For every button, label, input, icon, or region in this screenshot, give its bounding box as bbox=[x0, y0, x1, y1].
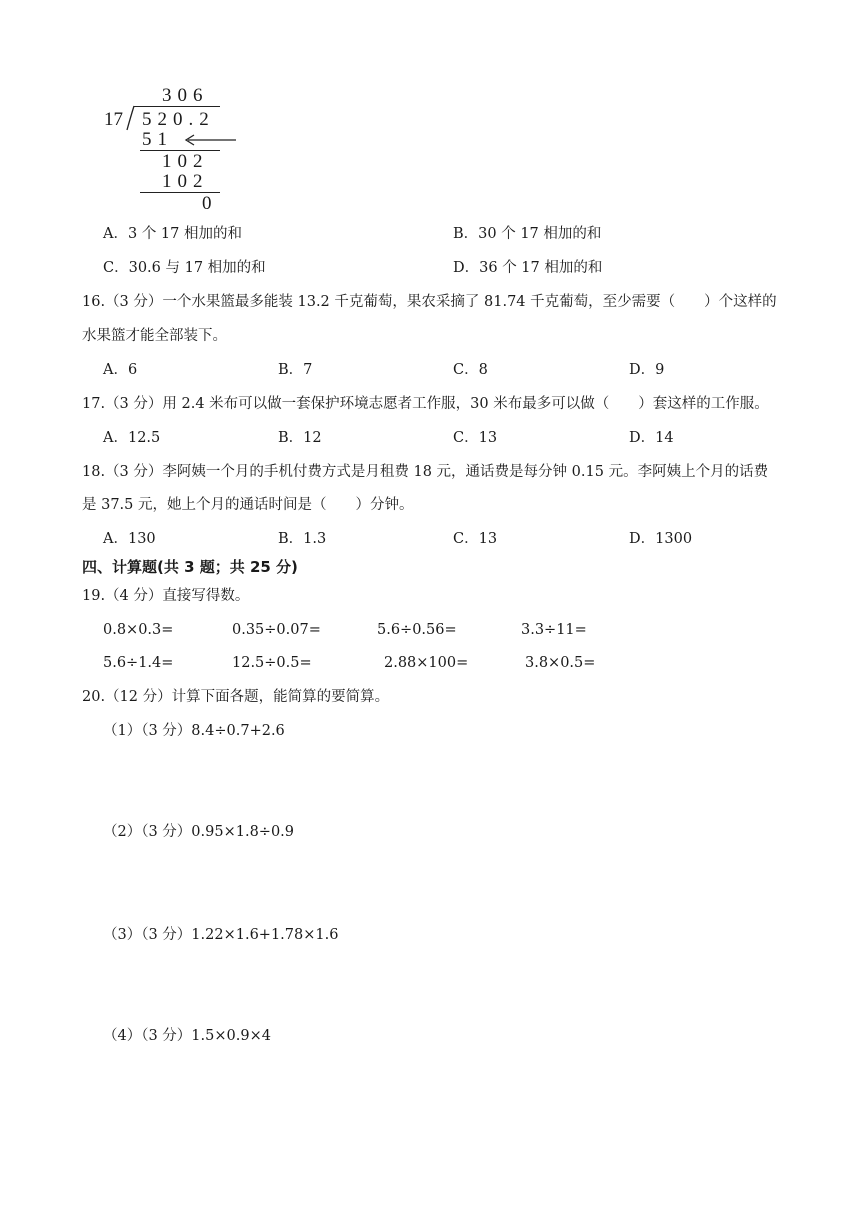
q20-stem: 20.（12 分）计算下面各题，能简算的要简算。 bbox=[82, 689, 390, 705]
section-heading: 四、计算题(共 3 题；共 25 分) bbox=[82, 558, 298, 576]
q18-option-b[interactable]: B．1.3 bbox=[278, 531, 327, 547]
q19-expr: 5.6÷0.56= bbox=[377, 622, 457, 638]
q20-item-3: （3）（3 分）1.22×1.6+1.78×1.6 bbox=[103, 927, 339, 943]
q16-option-b[interactable]: B．7 bbox=[278, 362, 313, 378]
q19-expr: 3.8×0.5= bbox=[525, 655, 596, 671]
division-step3: 102 bbox=[162, 171, 209, 192]
q17-stem: 17.（3 分）用 2.4 米布可以做一套保护环境志愿者工作服，30 米布最多可以做（ ）套这样的工作服。 bbox=[82, 396, 769, 412]
q16-option-a[interactable]: A．6 bbox=[103, 362, 138, 378]
division-remainder: 0 bbox=[202, 193, 218, 214]
q18-option-c[interactable]: C．13 bbox=[453, 531, 498, 547]
q17-option-a[interactable]: A．12.5 bbox=[103, 430, 161, 446]
q18-stem-line2: 是 37.5 元，她上个月的通话时间是（ ）分钟。 bbox=[82, 497, 414, 513]
q17-option-b[interactable]: B．12 bbox=[278, 430, 322, 446]
q18-option-d[interactable]: D．1300 bbox=[629, 531, 693, 547]
q17-option-c[interactable]: C．13 bbox=[453, 430, 498, 446]
q20-item-2: （2）（3 分）0.95×1.8÷0.9 bbox=[103, 824, 295, 840]
q15-option-c[interactable]: C．30.6 与 17 相加的和 bbox=[103, 260, 266, 276]
q19-expr: 0.8×0.3= bbox=[103, 622, 174, 638]
q15-option-d[interactable]: D．36 个 17 相加的和 bbox=[453, 260, 603, 276]
q19-expr: 3.3÷11= bbox=[521, 622, 587, 638]
q15-option-b[interactable]: B．30 个 17 相加的和 bbox=[453, 226, 602, 242]
division-divisor: 17 bbox=[104, 109, 123, 130]
q16-stem-line2: 水果篮才能全部装下。 bbox=[82, 328, 227, 344]
long-division-figure bbox=[100, 80, 260, 220]
q20-item-1: （1）（3 分）8.4÷0.7+2.6 bbox=[103, 723, 285, 739]
division-dividend: 520.2 bbox=[142, 109, 215, 130]
q19-stem: 19.（4 分）直接写得数。 bbox=[82, 588, 250, 604]
q19-expr: 12.5÷0.5= bbox=[232, 655, 312, 671]
division-bracket bbox=[126, 105, 138, 131]
q19-expr: 0.35÷0.07= bbox=[232, 622, 321, 638]
q15-option-a[interactable]: A．3 个 17 相加的和 bbox=[103, 226, 242, 242]
division-quotient: 306 bbox=[162, 85, 209, 106]
q16-option-d[interactable]: D．9 bbox=[629, 362, 665, 378]
q19-expr: 2.88×100= bbox=[384, 655, 469, 671]
q16-stem-line1: 16.（3 分）一个水果篮最多能装 13.2 千克葡萄，果农采摘了 81.74 千克葡萄，至少需要（ ）个这样的 bbox=[82, 294, 777, 310]
division-step1: 51 bbox=[142, 129, 173, 150]
arrow-left-icon bbox=[184, 134, 238, 146]
division-bar bbox=[134, 106, 220, 107]
division-step2: 102 bbox=[162, 151, 209, 172]
q19-expr: 5.6÷1.4= bbox=[103, 655, 174, 671]
q17-option-d[interactable]: D．14 bbox=[629, 430, 674, 446]
q20-item-4: （4）（3 分）1.5×0.9×4 bbox=[103, 1028, 271, 1044]
q18-option-a[interactable]: A．130 bbox=[103, 531, 156, 547]
q18-stem-line1: 18.（3 分）李阿姨一个月的手机付费方式是月租费 18 元，通话费是每分钟 0.15 元。李阿姨上个月的话费 bbox=[82, 464, 769, 480]
q16-option-c[interactable]: C．8 bbox=[453, 362, 488, 378]
